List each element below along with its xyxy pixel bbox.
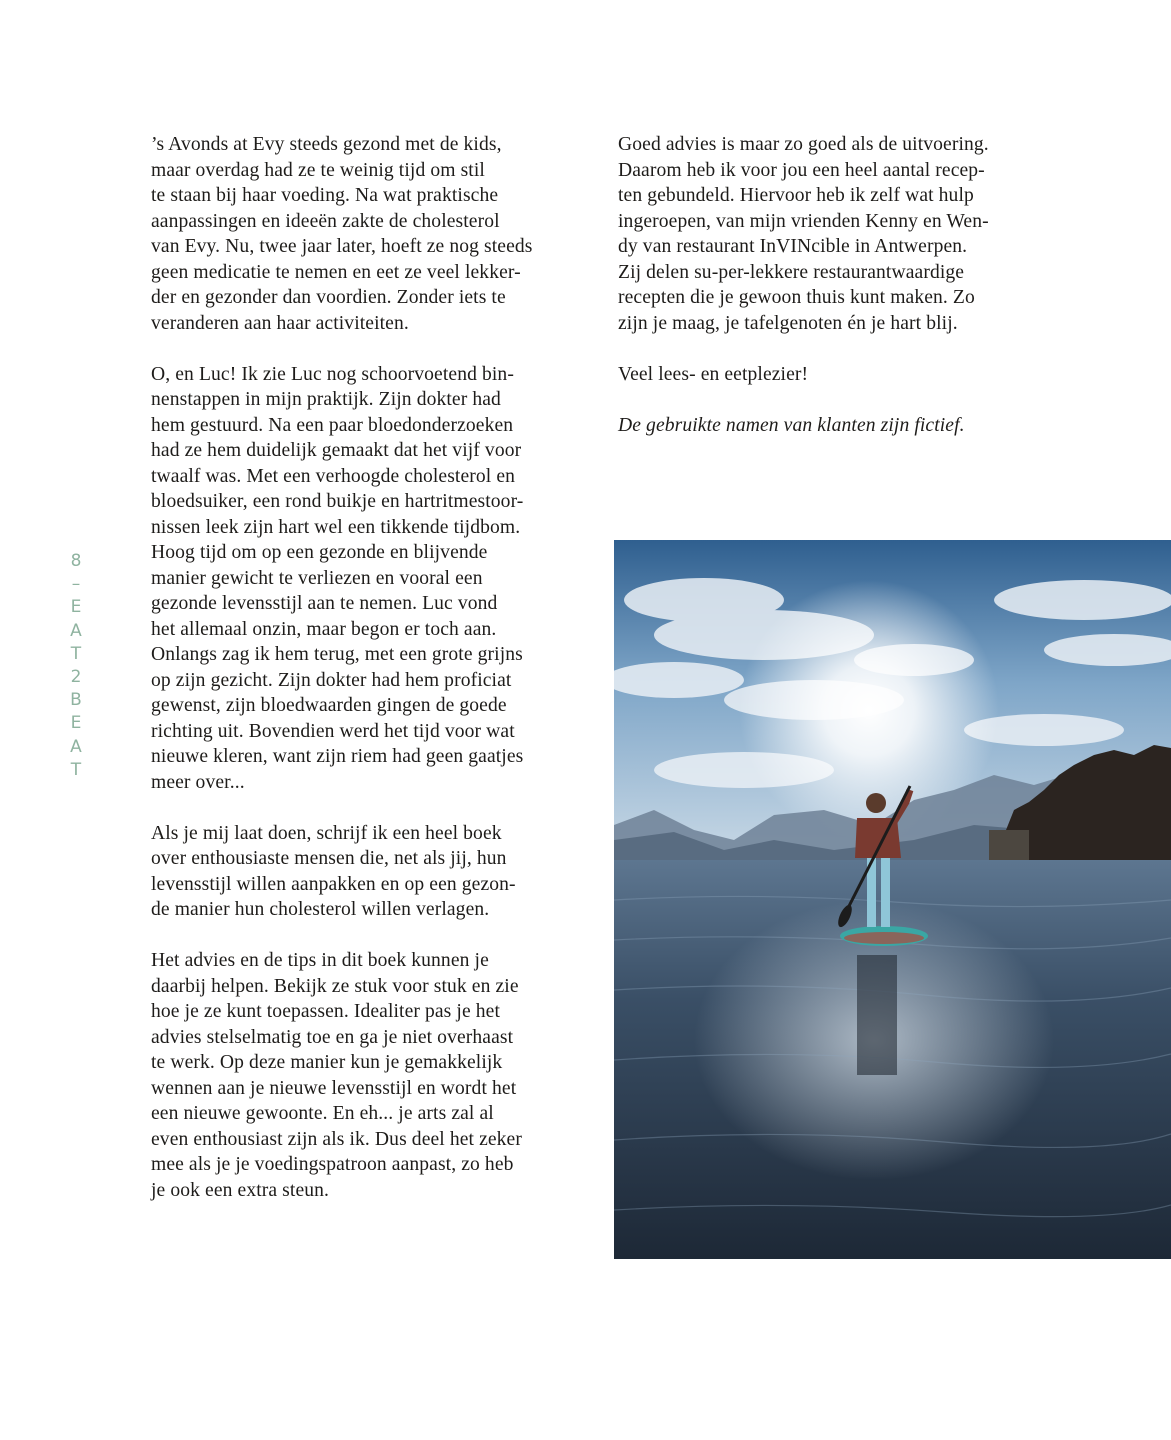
text-line: een nieuwe gewoonte. En eh... je arts zal al [151, 1103, 494, 1124]
side-tab [64, 550, 88, 782]
text-line: Als je mij laat doen, schrijf ik een heel boek [151, 822, 502, 844]
text-line: dy van restaurant InVINcible in Antwerpen. [618, 236, 968, 257]
text-line: gezonde levensstijl aan te nemen. Luc vond [151, 593, 498, 614]
text-line: meer over... [151, 771, 245, 793]
text-line: nieuwe kleren, want zijn riem had geen gaatjes [151, 746, 524, 767]
text-line: maar overdag had ze te weinig tijd om stil [151, 159, 485, 181]
text-line: ingeroepen, van mijn vrienden Kenny en Wen- [618, 210, 989, 232]
text-line: nenstappen in mijn praktijk. Zijn dokter had [151, 389, 501, 410]
text-line: ’s Avonds at Evy steeds gezond met de kids, [151, 134, 502, 155]
tab-letter: T [70, 759, 82, 780]
text-line: van Evy. Nu, twee jaar later, hoeft ze nog steeds [151, 236, 533, 257]
tab-letter: A [70, 736, 82, 757]
right-text-column [618, 132, 1058, 438]
text-line: daarbij helpen. Bekijk ze stuk voor stuk en zie [151, 975, 519, 997]
person-reflection [857, 955, 897, 1075]
tab-letter: 2 [70, 666, 82, 687]
text-line: twaalf was. Met een verhoogde cholesterol en [151, 465, 516, 487]
photo-illustration [614, 540, 1171, 1259]
text-line: te staan bij haar voeding. Na wat praktische [151, 185, 499, 206]
text-line: te werk. Op deze manier kun je gemakkelijk [151, 1052, 503, 1073]
text-line: Onlangs zag ik hem terug, met een grote grijns [151, 644, 523, 665]
right-paragraphs [618, 132, 1058, 387]
text-line: je ook een extra steun. [151, 1179, 330, 1201]
tab-letter: E [70, 713, 82, 734]
tab-letter: A [70, 620, 82, 641]
text-line: richting uit. Bovendien werd het tijd voor wat [151, 720, 515, 742]
text-line: nissen leek zijn hart wel een tikkende tijdbom. [151, 516, 521, 538]
text-line: Veel lees- en eetplezier! [618, 363, 809, 385]
text-line: Goed advies is maar zo goed als de uitvoering. [618, 134, 989, 155]
tab-letter: T [70, 643, 82, 664]
text-line: O, en Luc! Ik zie Luc nog schoorvoetend bin- [151, 363, 514, 385]
text-line: manier gewicht te verliezen en vooral een [151, 567, 483, 589]
text-line: Daarom heb ik voor jou een heel aantal recep- [618, 159, 985, 181]
text-line: Hoog tijd om op een gezonde en blijvende [151, 542, 488, 563]
text-line: veranderen aan haar activiteiten. [151, 312, 409, 334]
text-line: over enthousiaste mensen die, net als jij, hun [151, 848, 507, 869]
text-line: aanpassingen en ideeën zakte de cholesterol [151, 210, 500, 232]
left-text-column [151, 132, 591, 1203]
text-line: advies stelselmatig toe en ga je niet overhaast [151, 1026, 514, 1048]
text-line: levensstijl willen aanpakken en op een gezon- [151, 873, 516, 895]
tab-letter: E [70, 597, 82, 618]
text-line: wennen aan je nieuwe levensstijl en wordt het [151, 1077, 517, 1099]
tab-letter: B [70, 690, 82, 711]
text-line: geen medicatie te nemen en eet ze veel lekker- [151, 261, 521, 283]
text-line: ten gebundeld. Hiervoor heb ik zelf wat hulp [618, 185, 974, 206]
text-line: recepten die je gewoon thuis kunt maken. Zo [618, 287, 975, 308]
text-line: gewenst, zijn bloedwaarden gingen de goede [151, 695, 507, 716]
text-line: der en gezonder dan voordien. Zonder iets te [151, 287, 506, 308]
text-line: hoe je ze kunt toepassen. Idealiter pas je het [151, 1001, 500, 1022]
paddleboard-photo [614, 540, 1171, 1259]
text-line: had ze hem duidelijk gemaakt dat het vijf voor [151, 440, 522, 461]
text-line: de manier hun cholesterol willen verlagen. [151, 899, 490, 920]
text-line: bloedsuiker, een rond buikje en hartritmestoor- [151, 491, 524, 512]
text-line: hem gestuurd. Na een paar bloedonderzoeken [151, 414, 514, 436]
text-line: even enthousiast zijn als ik. Dus deel het zeker [151, 1128, 522, 1150]
text-line: Zij delen su-per-lekkere restaurantwaardige [618, 261, 965, 283]
text-line: op zijn gezicht. Zijn dokter had hem proficiat [151, 669, 512, 691]
disclaimer: De gebruikte namen van klanten zijn fictief. [618, 414, 965, 436]
text-line: het allemaal onzin, maar begon er toch aan. [151, 618, 497, 640]
page-number: 8 [70, 551, 82, 571]
tab-separator: – [71, 574, 81, 595]
text-line: mee als je je voedingspatroon aanpast, zo heb [151, 1154, 514, 1175]
text-line: Het advies en de tips in dit boek kunnen je [151, 950, 489, 971]
text-line: zijn je maag, je tafelgenoten én je hart blij. [618, 312, 958, 334]
